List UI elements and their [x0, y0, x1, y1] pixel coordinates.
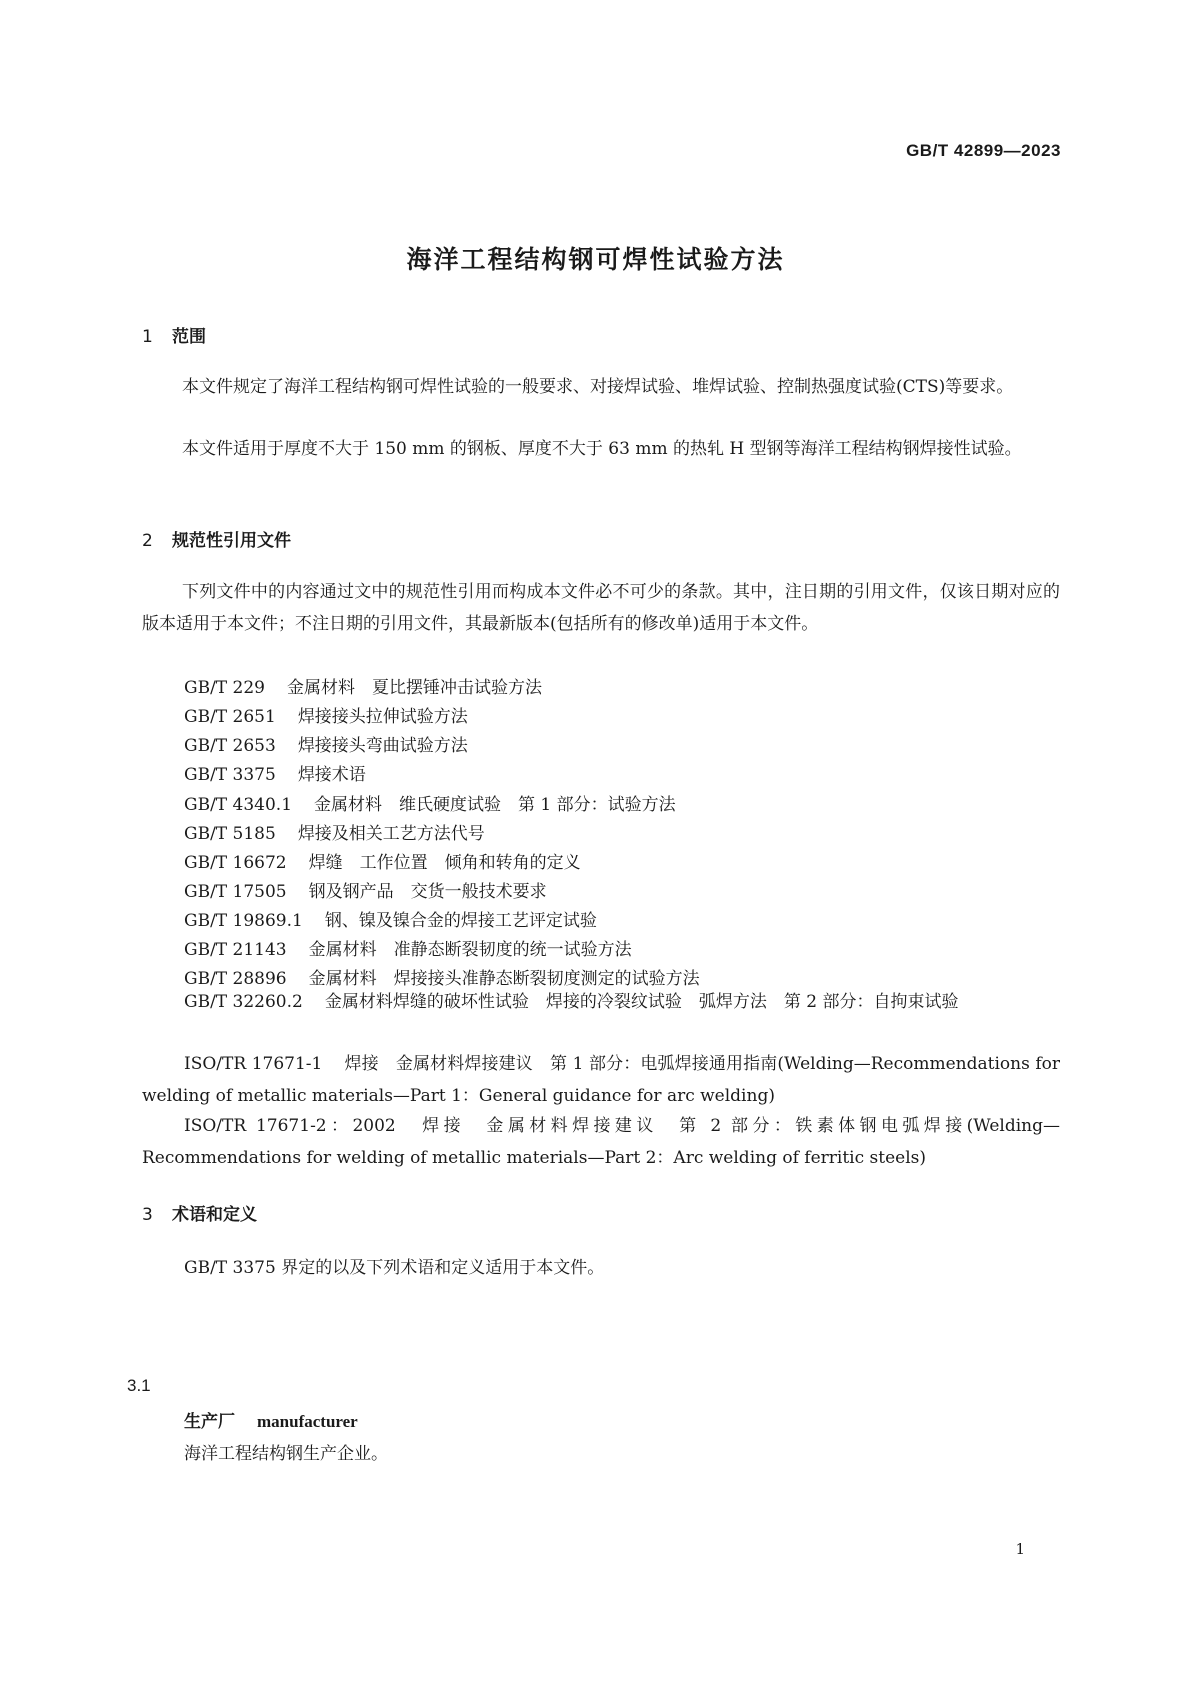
- reference-code: GB/T 5185: [184, 824, 276, 844]
- standard-code: GB/T 42899—2023: [906, 141, 1061, 160]
- reference-item: [142, 1049, 1060, 1112]
- reference-title: 焊接接头拉伸试验方法: [297, 707, 468, 727]
- page-title: 海洋工程结构钢可焊性试验方法: [406, 245, 785, 274]
- reference-item: [184, 760, 366, 785]
- reference-item: [184, 877, 547, 902]
- reference-code: ISO/TR 17671-1: [184, 1054, 323, 1074]
- reference-item: [142, 987, 1060, 1019]
- reference-item: [184, 790, 676, 815]
- paragraph: 本文件适用于厚度不大于 150 mm 的钢板、厚度不大于 63 mm 的热轧 H 型钢等海洋工程结构钢焊接性试验。: [182, 439, 1022, 459]
- reference-code: GB/T 28896: [184, 969, 287, 989]
- reference-item: [184, 702, 468, 727]
- term-chinese: 生产厂: [184, 1412, 235, 1432]
- reference-item: [142, 1111, 1060, 1174]
- paragraph: GB/T 3375 界定的以及下列术语和定义适用于本文件。: [184, 1258, 605, 1278]
- reference-item: [184, 906, 597, 931]
- reference-code: GB/T 3375: [184, 765, 276, 785]
- reference-item: [184, 673, 542, 698]
- section-number: 3: [142, 1205, 153, 1225]
- reference-title: 焊缝 工作位置 倾角和转角的定义: [308, 853, 581, 873]
- section-title: 范围: [172, 327, 206, 347]
- reference-title: 焊接及相关工艺方法代号: [297, 824, 485, 844]
- reference-title: 金属材料焊缝的破坏性试验 焊接的冷裂纹试验 弧焊方法 第 2 部分：自拘束试验: [324, 992, 959, 1012]
- reference-code: GB/T 4340.1: [184, 795, 293, 815]
- reference-item: [184, 935, 632, 960]
- section-number: 1: [142, 327, 153, 347]
- reference-code: GB/T 16672: [184, 853, 287, 873]
- paragraph: 下列文件中的内容通过文中的规范性引用而构成本文件必不可少的条款。其中，注日期的引用文件，仅该日期对应的版本适用于本文件；不注日期的引用文件，其最新版本(包括所有的修改单)适用于本文件。: [142, 582, 1060, 634]
- reference-title: 焊接接头弯曲试验方法: [297, 736, 468, 756]
- reference-code: GB/T 21143: [184, 940, 287, 960]
- section-title: 规范性引用文件: [172, 531, 291, 551]
- reference-title: 金属材料 维氏硬度试验 第 1 部分：试验方法: [314, 795, 676, 815]
- reference-title: 金属材料 焊接接头准静态断裂韧度测定的试验方法: [308, 969, 700, 989]
- reference-title: 钢及钢产品 交货一般技术要求: [308, 882, 547, 902]
- reference-item: [184, 848, 581, 873]
- term-heading: [184, 1407, 358, 1432]
- reference-code: GB/T 2651: [184, 707, 276, 727]
- reference-code: ISO/TR 17671-2：2002: [184, 1116, 396, 1136]
- reference-title: 金属材料 准静态断裂韧度的统一试验方法: [308, 940, 632, 960]
- reference-code: GB/T 229: [184, 678, 265, 698]
- section-number: 2: [142, 531, 153, 551]
- reference-code: GB/T 2653: [184, 736, 276, 756]
- reference-code: GB/T 32260.2: [184, 992, 303, 1012]
- reference-title: 焊接 金属材料焊接建议 第 2 部分：铁素体钢电弧焊接(Welding—Recommendations for welding of metallic materials—Part 2：Arc welding of ferritic steels): [142, 1116, 1060, 1168]
- section-1-heading: [142, 322, 206, 347]
- page-number: 1: [1015, 1540, 1025, 1558]
- term-number: 3.1: [127, 1376, 151, 1395]
- reference-item: [184, 964, 700, 989]
- reference-code: GB/T 19869.1: [184, 911, 303, 931]
- term-english: manufacturer: [257, 1412, 358, 1431]
- term-definition: 海洋工程结构钢生产企业。: [184, 1444, 388, 1464]
- section-title: 术语和定义: [172, 1205, 257, 1225]
- section-2-heading: [142, 526, 291, 551]
- reference-item: [184, 819, 485, 844]
- reference-code: GB/T 17505: [184, 882, 287, 902]
- paragraph: 本文件规定了海洋工程结构钢可焊性试验的一般要求、对接焊试验、堆焊试验、控制热强度试验(CTS)等要求。: [182, 377, 1014, 397]
- reference-title: 焊接术语: [297, 765, 366, 785]
- reference-title: 焊接 金属材料焊接建议 第 1 部分：电弧焊接通用指南(Welding—Recommendations for welding of metallic materials—Part 1：General guidance for arc welding): [142, 1054, 1060, 1106]
- reference-item: [184, 731, 468, 756]
- reference-title: 钢、镍及镍合金的焊接工艺评定试验: [324, 911, 597, 931]
- section-3-heading: [142, 1200, 257, 1225]
- reference-title: 金属材料 夏比摆锤冲击试验方法: [287, 678, 542, 698]
